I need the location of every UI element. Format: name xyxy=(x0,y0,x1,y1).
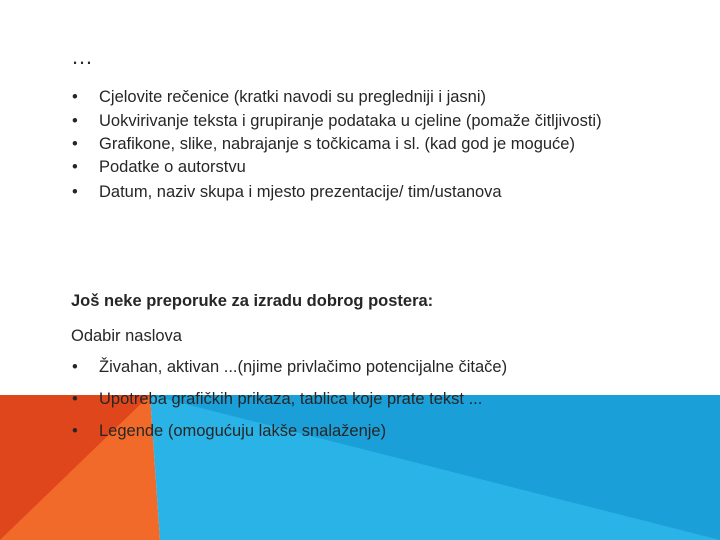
section-heading: Još neke preporuke za izradu dobrog postera: xyxy=(71,292,434,310)
bullet-list-primary xyxy=(99,87,659,207)
list-item: • Datum, naziv skupa i mjesto prezentacije/ tim/ustanova xyxy=(99,182,659,203)
list-item: • Legende (omogućuju lakše snalaženje) xyxy=(99,421,699,442)
list-item: • Uokvirivanje teksta i grupiranje podataka u cjeline (pomaže čitljivosti) xyxy=(99,112,659,131)
list-item: • Upotreba grafičkih prikaza, tablica koje prate tekst ... xyxy=(99,389,699,410)
section-subtext: Odabir naslova xyxy=(71,327,182,345)
slide-title: … xyxy=(71,44,94,69)
list-item: • Cjelovite rečenice (kratki navodi su pregledniji i jasni) xyxy=(99,87,659,108)
list-item: • Podatke o autorstvu xyxy=(99,157,659,178)
bullet-list-secondary xyxy=(99,357,699,453)
list-item: • Grafikone, slike, nabrajanje s točkicama i sl. (kad god je moguće) xyxy=(99,135,659,154)
list-item: • Živahan, aktivan ...(njime privlačimo potencijalne čitače) xyxy=(99,357,699,378)
